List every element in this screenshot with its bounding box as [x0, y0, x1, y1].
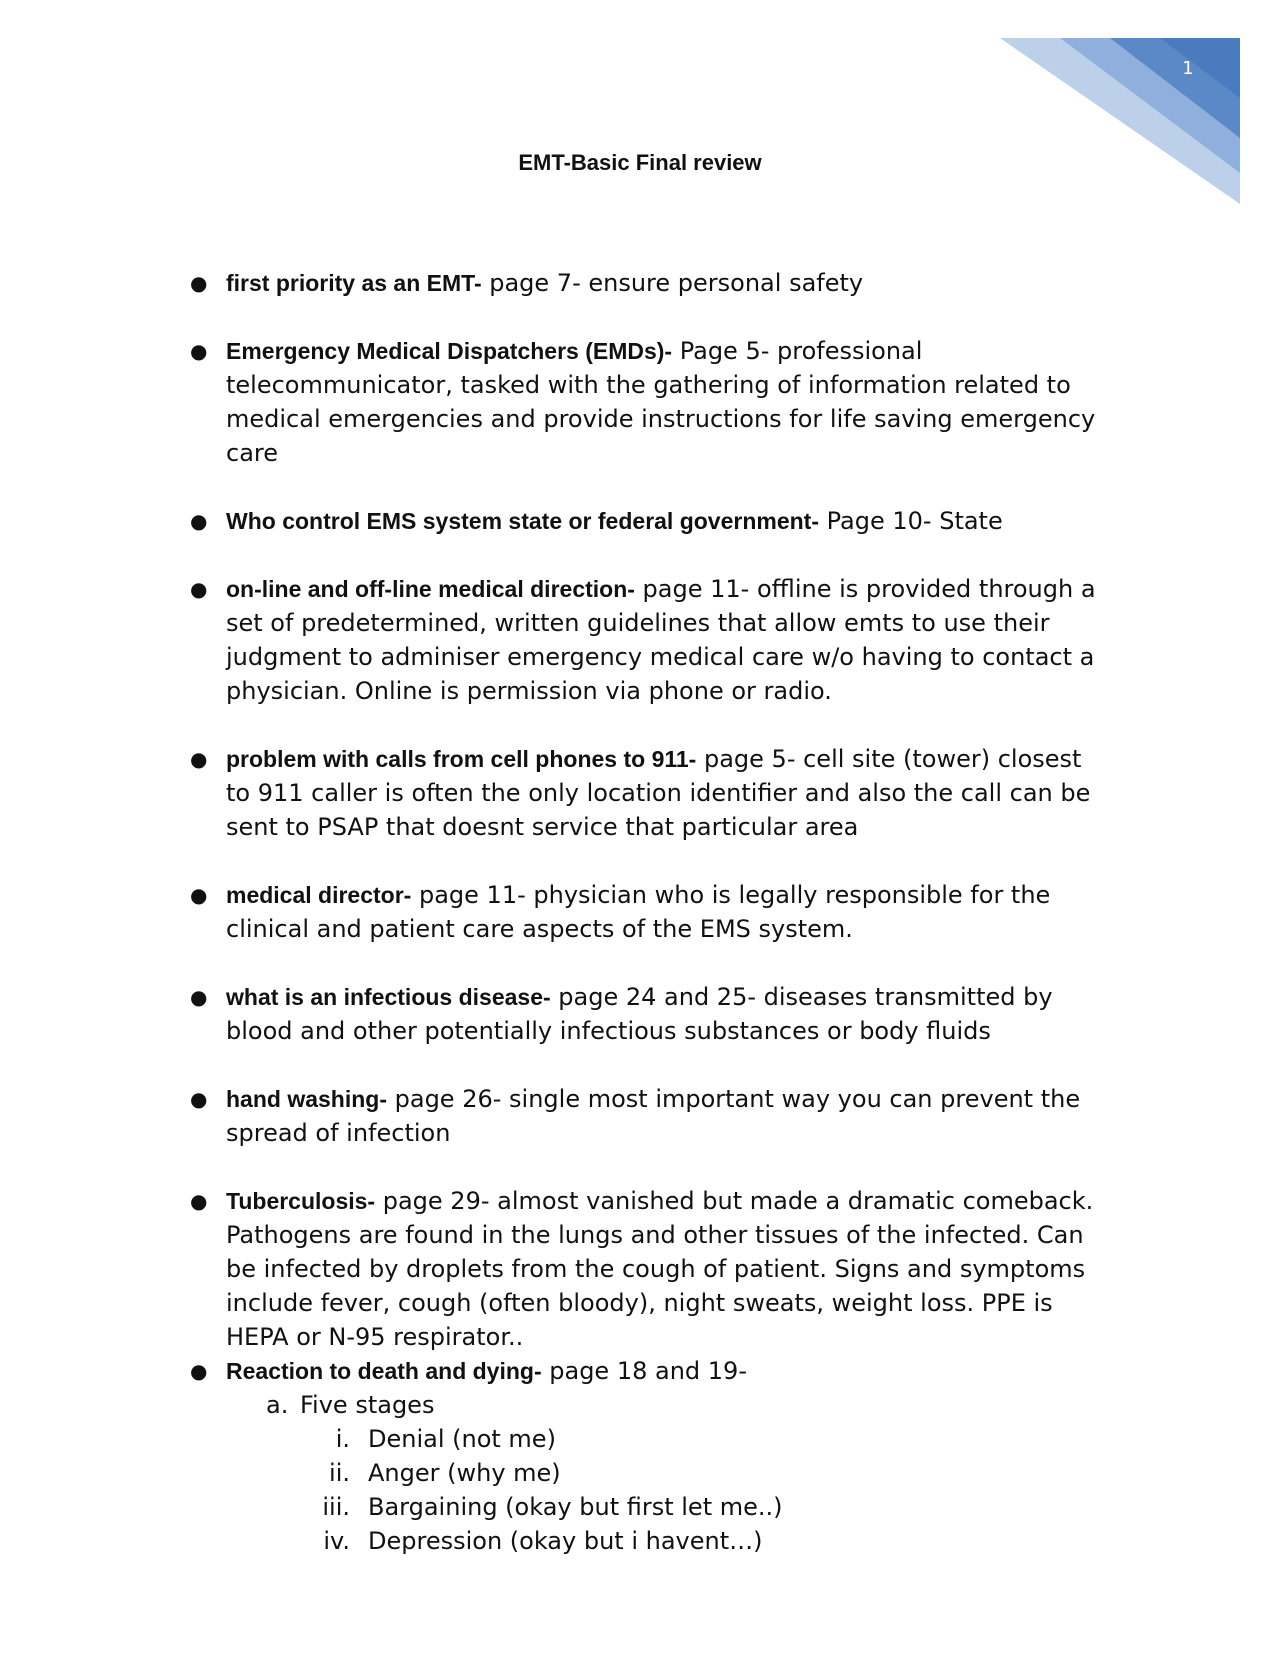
item-description: page 11- offline is provided through a set of predetermined, written guidelines that allow emts to use their judgment to adminiser emergency medical care w/o having to contact a physician. Online is permission via phone or radio.	[226, 575, 1096, 705]
stage-text: Bargaining (okay but first let me..)	[368, 1493, 783, 1521]
item-term: Emergency Medical Dispatchers (EMDs)-	[226, 338, 673, 364]
item-term: what is an infectious disease-	[226, 984, 551, 1010]
item-term: first priority as an EMT-	[226, 270, 482, 296]
stage-marker: iii.	[322, 1493, 350, 1521]
stage-marker: ii.	[329, 1459, 350, 1487]
list-item	[190, 504, 1110, 538]
item-description: page 26- single most important way you can prevent the spread of infection	[226, 1085, 1081, 1147]
sublist-marker: a.	[266, 1391, 289, 1419]
stage-marker: i.	[335, 1425, 350, 1453]
stage-item	[226, 1422, 1110, 1456]
stage-item	[226, 1524, 1110, 1558]
item-description: page 7- ensure personal safety	[481, 269, 864, 297]
item-description: Page 5- professional telecommunicator, tasked with the gathering of information related to medical emergencies and provide instructions for life saving emergency care	[226, 337, 1096, 467]
item-description: page 24 and 25- diseases transmitted by blood and other potentially infectious substances or body fluids	[226, 983, 1053, 1045]
list-item	[190, 334, 1110, 470]
item-term: medical director-	[226, 882, 412, 908]
sublist-item	[226, 1388, 1110, 1422]
review-list	[190, 266, 1110, 1558]
list-item	[190, 266, 1110, 300]
list-item	[190, 742, 1110, 844]
list-item	[190, 1082, 1110, 1150]
bullet-icon: ●	[190, 985, 208, 1009]
stage-marker: iv.	[323, 1527, 350, 1555]
bullet-icon: ●	[190, 883, 208, 907]
page-title: EMT-Basic Final review	[518, 150, 762, 175]
item-description: page 18 and 19-	[541, 1357, 747, 1385]
item-term: problem with calls from cell phones to 911-	[226, 746, 697, 772]
sublist-label: Five stages	[300, 1391, 435, 1419]
bullet-icon: ●	[190, 577, 208, 601]
item-term: Tuberculosis-	[226, 1188, 376, 1214]
list-item	[190, 878, 1110, 946]
bullet-icon: ●	[190, 747, 208, 771]
item-term: on-line and off-line medical direction-	[226, 576, 635, 602]
bullet-icon: ●	[190, 1087, 208, 1111]
item-description: page 11- physician who is legally responsible for the clinical and patient care aspects of the EMS system.	[226, 881, 1051, 943]
item-description: page 29- almost vanished but made a dramatic comeback. Pathogens are found in the lungs and other tissues of the infected. Can be infected by droplets from the cough of patient. Signs and symptoms include fever, cough (often bloody), night sweats, weight loss. PPE is HEPA or N-95 respirator..	[226, 1187, 1094, 1351]
bullet-icon: ●	[190, 339, 208, 363]
item-description: Page 10- State	[819, 507, 1003, 535]
bullet-icon: ●	[190, 1189, 208, 1213]
bullet-icon: ●	[190, 271, 208, 295]
bullet-icon: ●	[190, 509, 208, 533]
bullet-icon: ●	[190, 1359, 208, 1383]
list-item	[190, 572, 1110, 708]
item-term: hand washing-	[226, 1086, 387, 1112]
stage-item	[226, 1456, 1110, 1490]
item-term: Reaction to death and dying-	[226, 1358, 542, 1384]
item-description: page 5- cell site (tower) closest to 911 caller is often the only location identifier and also the call can be sent to PSAP that doesnt service that particular area	[226, 745, 1091, 841]
list-item	[190, 980, 1110, 1048]
list-item	[190, 1184, 1110, 1354]
page-number: 1	[1182, 58, 1194, 79]
review-content	[190, 266, 1110, 1558]
stage-text: Denial (not me)	[368, 1425, 556, 1453]
stage-item	[226, 1490, 1110, 1524]
stage-text: Depression (okay but i havent…)	[368, 1527, 763, 1555]
sublist	[226, 1388, 1110, 1558]
stage-text: Anger (why me)	[368, 1459, 561, 1487]
item-term: Who control EMS system state or federal government-	[226, 508, 820, 534]
list-item	[190, 1354, 1110, 1558]
